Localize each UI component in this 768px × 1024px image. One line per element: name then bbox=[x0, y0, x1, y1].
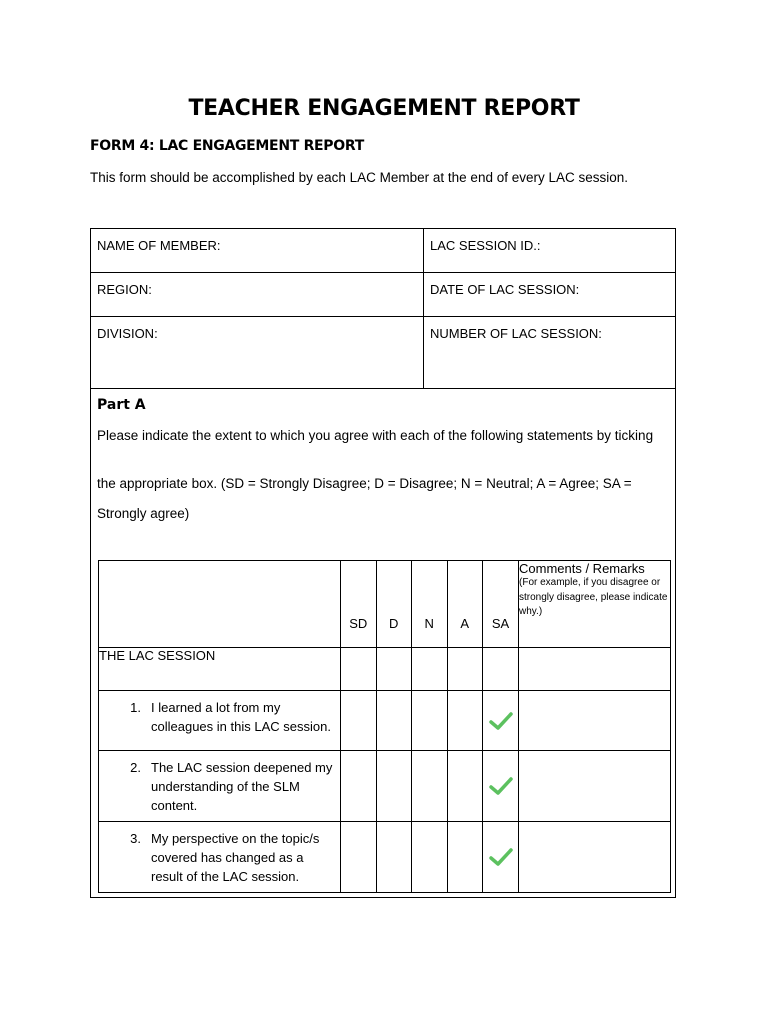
rating-cell[interactable] bbox=[376, 648, 412, 691]
checkmark-icon bbox=[483, 776, 518, 796]
engagement-form-table bbox=[90, 228, 676, 898]
section-row bbox=[99, 648, 671, 691]
rating-cell-a[interactable] bbox=[447, 751, 483, 822]
rating-cell-sd[interactable] bbox=[341, 822, 377, 893]
statement-row bbox=[99, 751, 671, 822]
scale-header-sd: SD bbox=[341, 561, 377, 648]
statement-number: 1. bbox=[130, 700, 141, 715]
rating-cell[interactable] bbox=[447, 648, 483, 691]
lac-session-id-field[interactable] bbox=[423, 229, 677, 272]
scale-header-a: A bbox=[447, 561, 483, 648]
statement-number: 3. bbox=[130, 831, 141, 846]
statement-cell bbox=[99, 691, 341, 751]
form-instructions: This form should be accomplished by each LAC Member at the end of every LAC session. bbox=[90, 170, 629, 185]
rating-table bbox=[98, 560, 671, 893]
statement-text: I learned a lot from my colleagues in this LAC session. bbox=[151, 700, 331, 734]
statement-number: 2. bbox=[130, 760, 141, 775]
rating-cell[interactable] bbox=[341, 648, 377, 691]
rating-cell-n[interactable] bbox=[412, 822, 448, 893]
name-of-member-field[interactable]: NAME OF MEMBER: bbox=[97, 238, 221, 253]
checkmark-icon bbox=[483, 711, 518, 731]
statement-text: The LAC session deepened my understanding of the SLM content. bbox=[151, 760, 333, 813]
number-of-lac-session-field[interactable]: NUMBER OF LAC SESSION: bbox=[423, 317, 677, 388]
info-row-2 bbox=[91, 273, 675, 317]
rating-cell-sd[interactable] bbox=[341, 751, 377, 822]
info-row-3 bbox=[91, 317, 675, 389]
date-of-lac-session-field[interactable]: DATE OF LAC SESSION: bbox=[423, 273, 677, 316]
comments-cell[interactable] bbox=[519, 691, 671, 751]
section-label: THE LAC SESSION bbox=[99, 648, 341, 691]
comments-cell[interactable] bbox=[519, 822, 671, 893]
rating-cell-sa[interactable] bbox=[483, 822, 519, 893]
part-a-heading: Part A bbox=[97, 397, 146, 413]
report-title: TEACHER ENGAGEMENT REPORT bbox=[188, 96, 580, 121]
info-row-1 bbox=[91, 229, 675, 273]
rating-cell-sa[interactable] bbox=[483, 751, 519, 822]
part-a-instruction-scale: the appropriate box. (SD = Strongly Disagree; D = Disagree; N = Neutral; A = Agree; SA = bbox=[97, 476, 632, 491]
scale-header-d: D bbox=[376, 561, 412, 648]
region-field[interactable]: REGION: bbox=[97, 282, 152, 297]
statement-cell bbox=[99, 751, 341, 822]
statement-row bbox=[99, 822, 671, 893]
blank-header-cell bbox=[99, 561, 341, 648]
statement-text: My perspective on the topic/s covered has changed as a result of the LAC session. bbox=[151, 831, 320, 884]
part-a-instruction: Please indicate the extent to which you agree with each of the following statements by ticking bbox=[97, 428, 654, 443]
rating-cell-n[interactable] bbox=[412, 751, 448, 822]
comments-header bbox=[519, 561, 671, 648]
checkmark-icon bbox=[483, 847, 518, 867]
rating-cell-a[interactable] bbox=[447, 822, 483, 893]
rating-header-row bbox=[99, 561, 671, 648]
rating-cell-d[interactable] bbox=[376, 822, 412, 893]
rating-cell-d[interactable] bbox=[376, 691, 412, 751]
division-field[interactable]: DIVISION: bbox=[97, 326, 158, 341]
scale-header-n: N bbox=[412, 561, 448, 648]
statement-row bbox=[99, 691, 671, 751]
comments-heading: Comments / Remarks bbox=[519, 561, 645, 576]
rating-cell[interactable] bbox=[483, 648, 519, 691]
lac-session-id-label: LAC SESSION ID.: bbox=[430, 238, 541, 253]
scale-header-sa: SA bbox=[483, 561, 519, 648]
comments-cell[interactable] bbox=[519, 751, 671, 822]
statement-cell bbox=[99, 822, 341, 893]
rating-cell[interactable] bbox=[412, 648, 448, 691]
rating-cell-d[interactable] bbox=[376, 751, 412, 822]
rating-cell-sd[interactable] bbox=[341, 691, 377, 751]
part-a-instruction-end: Strongly agree) bbox=[97, 506, 190, 521]
comments-note: (For example, if you disagree or strongly disagree, please indicate why.) bbox=[519, 577, 668, 617]
rating-cell-a[interactable] bbox=[447, 691, 483, 751]
rating-cell-sa[interactable] bbox=[483, 691, 519, 751]
rating-cell-n[interactable] bbox=[412, 691, 448, 751]
comments-cell[interactable] bbox=[519, 648, 671, 691]
form-title: FORM 4: LAC ENGAGEMENT REPORT bbox=[90, 138, 364, 154]
